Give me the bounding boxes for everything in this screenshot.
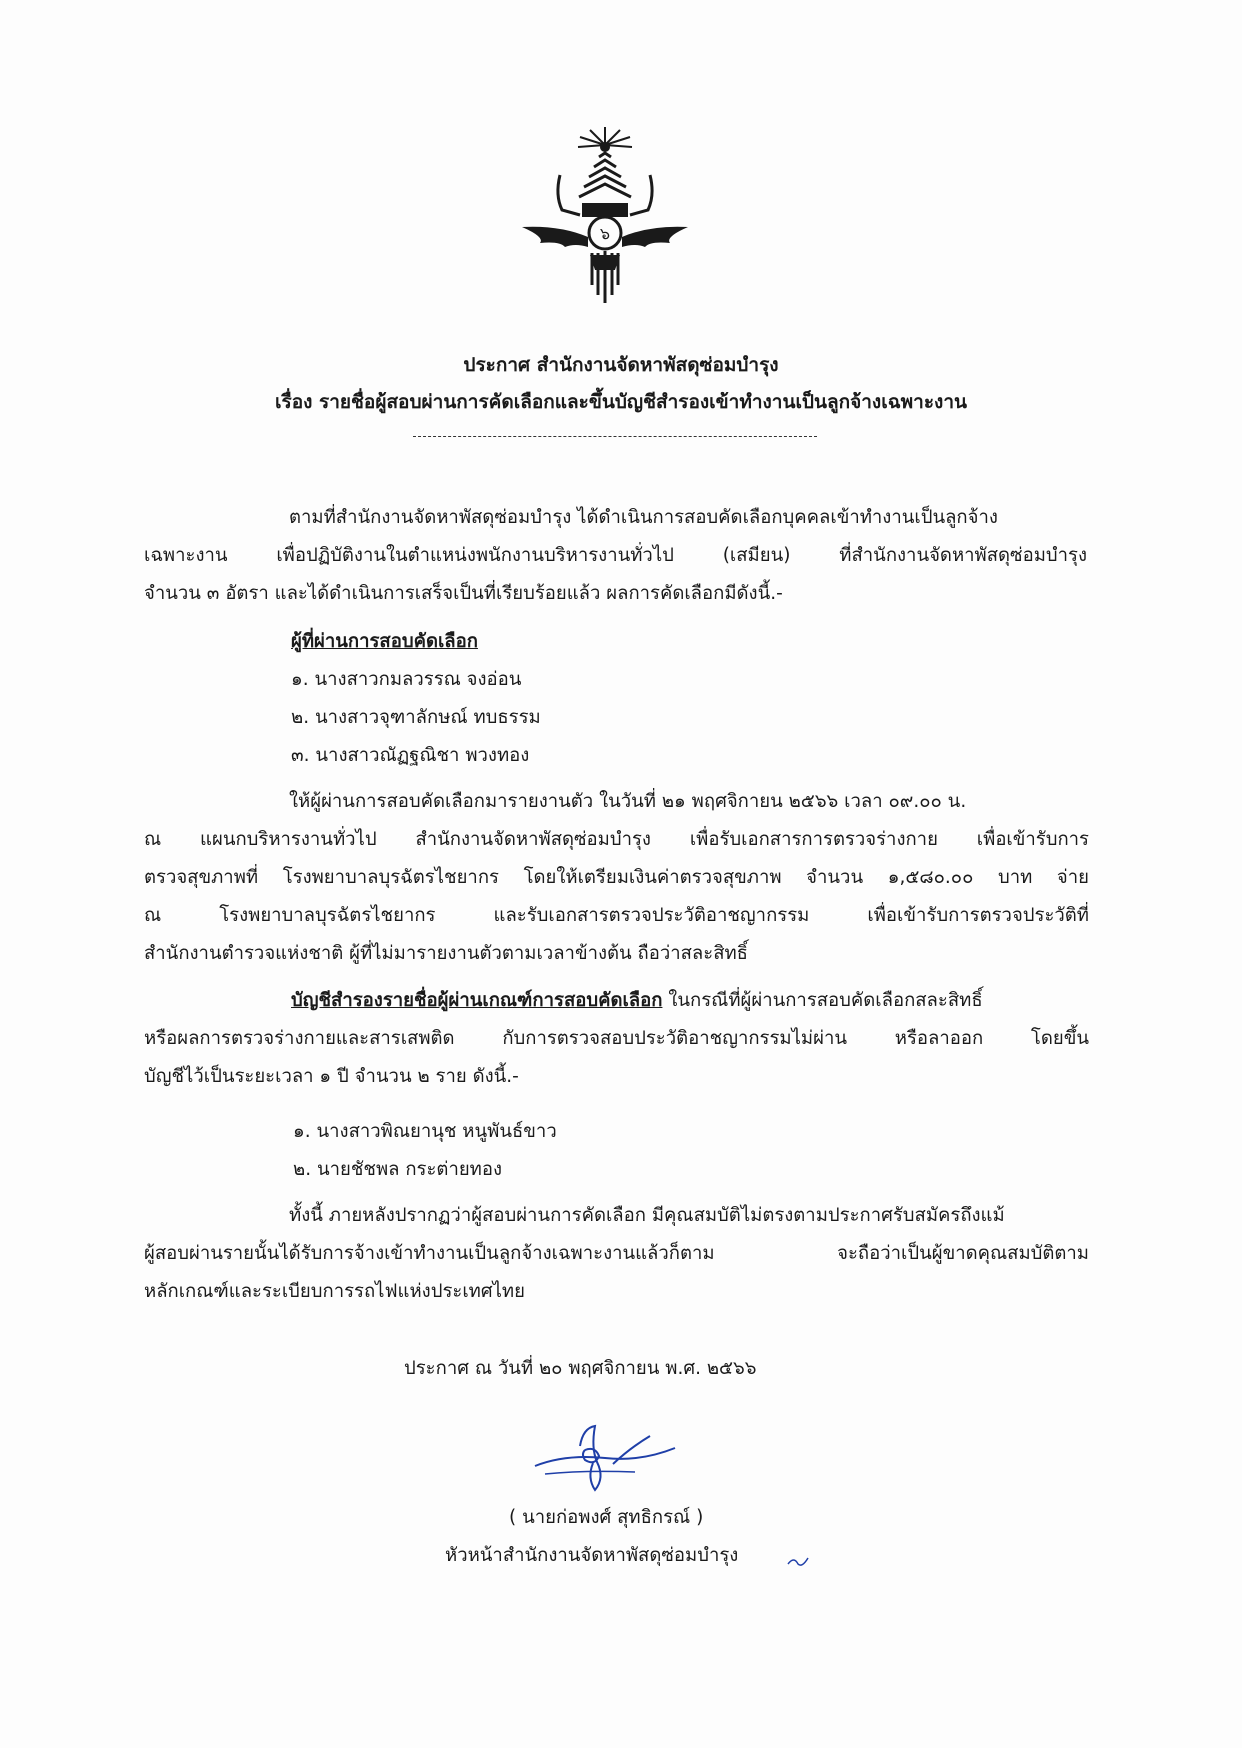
handwritten-signature xyxy=(525,1418,685,1498)
signer-name: ( นายก่อพงศ์ สุทธิกรณ์ ) xyxy=(509,1507,704,1528)
signer-title: หัวหน้าสำนักงานจัดหาพัสดุซ่อมบำรุง xyxy=(445,1545,739,1566)
intro-line-2: เฉพาะงาน เพื่อปฏิบัติงานในตำแหน่งพนักงานบริหารงานทั่วไป (เสมียน) ที่สำนักงานจัดหาพัสดุซ่อมบำรุง xyxy=(144,545,1087,566)
announcement-title: ประกาศ สำนักงานจัดหาพัสดุซ่อมบำรุง xyxy=(463,354,779,376)
intro-line-3: จำนวน ๓ อัตรา และได้ดำเนินการเสร็จเป็นที่เรียบร้อยแล้ว ผลการคัดเลือกมีดังนี้.- xyxy=(144,583,783,604)
announcement-subject: เรื่อง รายชื่อผู้สอบผ่านการคัดเลือกและขึ้นบัญชีสำรองเข้าทำงานเป็นลูกจ้างเฉพาะงาน xyxy=(275,391,967,413)
passed-item-2: ๒. นางสาวจุฑาลักษณ์ ทบธรรม xyxy=(291,707,541,728)
intro-line-1: ตามที่สำนักงานจัดหาพัสดุซ่อมบำรุง ได้ดำเนินการสอบคัดเลือกบุคคลเข้าทำงานเป็นลูกจ้าง xyxy=(289,507,998,528)
report-line-5: สำนักงานตำรวจแห่งชาติ ผู้ที่ไม่มารายงานตัวตามเวลาข้างต้น ถือว่าสละสิทธิ์ xyxy=(144,943,748,964)
report-line-3: ตรวจสุขภาพที่ โรงพยาบาลบุรฉัตรไชยากร โดยให้เตรียมเงินค่าตรวจสุขภาพ จำนวน ๑,๕๘๐.๐๐ บาท จ่าย xyxy=(144,867,1089,888)
report-line-4: ณ โรงพยาบาลบุรฉัตรไชยากร และรับเอกสารตรวจประวัติอาชญากรรม เพื่อเข้ารับการตรวจประวัติที่ xyxy=(144,905,1089,926)
railway-emblem-logo xyxy=(520,125,690,310)
report-line-1: ให้ผู้ผ่านการสอบคัดเลือกมารายงานตัว ในวันที่ ๒๑ พฤศจิกายน ๒๕๖๖ เวลา ๐๙.๐๐ น. xyxy=(289,791,967,812)
reserve-item-1: ๑. นางสาวพิณยานุช หนูพันธ์ขาว xyxy=(293,1121,557,1142)
report-line-2: ณ แผนกบริหารงานทั่วไป สำนักงานจัดหาพัสดุซ่อมบำรุง เพื่อรับเอกสารการตรวจร่างกาย เพื่อเข้ารับการ xyxy=(144,829,1089,850)
reserve-line-3: บัญชีไว้เป็นระยะเวลา ๑ ปี จำนวน ๒ ราย ดังนี้.- xyxy=(144,1066,519,1087)
reserve-line-1 xyxy=(291,988,1089,1014)
passed-heading: ผู้ที่ผ่านการสอบคัดเลือก xyxy=(291,631,478,652)
svg-text:๖: ๖ xyxy=(599,224,611,243)
closing-line-1: ทั้งนี้ ภายหลังปรากฏว่าผู้สอบผ่านการคัดเลือก มีคุณสมบัติไม่ตรงตามประกาศรับสมัครถึงแม้ xyxy=(289,1205,1005,1226)
title-divider xyxy=(413,436,817,437)
reserve-line-2: หรือผลการตรวจร่างกายและสารเสพติด กับการตรวจสอบประวัติอาชญากรรมไม่ผ่าน หรือลาออก โดยขึ้น xyxy=(144,1028,1089,1049)
reserve-item-2: ๒. นายชัชพล กระต่ายทอง xyxy=(293,1159,503,1180)
passed-item-3: ๓. นางสาวณัฏฐณิชา พวงทอง xyxy=(291,745,530,766)
passed-item-1: ๑. นางสาวกมลวรรณ จงอ่อน xyxy=(291,669,522,690)
closing-line-3: หลักเกณฑ์และระเบียบการรถไฟแห่งประเทศไทย xyxy=(144,1281,525,1302)
closing-line-2: ผู้สอบผ่านรายนั้นได้รับการจ้างเข้าทำงานเป็นลูกจ้างเฉพาะงานแล้วก็ตาม จะถือว่าเป็นผู้ขาดคุณสมบัติตาม xyxy=(144,1243,1089,1264)
reserve-heading: บัญชีสำรองรายชื่อผู้ผ่านเกณฑ์การสอบคัดเลือก xyxy=(291,990,663,1011)
reserve-line-1-rest: ในกรณีที่ผู้ผ่านการสอบคัดเลือกสละสิทธิ์ xyxy=(668,990,983,1011)
announcement-date: ประกาศ ณ วันที่ ๒๐ พฤศจิกายน พ.ศ. ๒๕๖๖ xyxy=(404,1358,757,1379)
initial-mark xyxy=(786,1552,812,1570)
